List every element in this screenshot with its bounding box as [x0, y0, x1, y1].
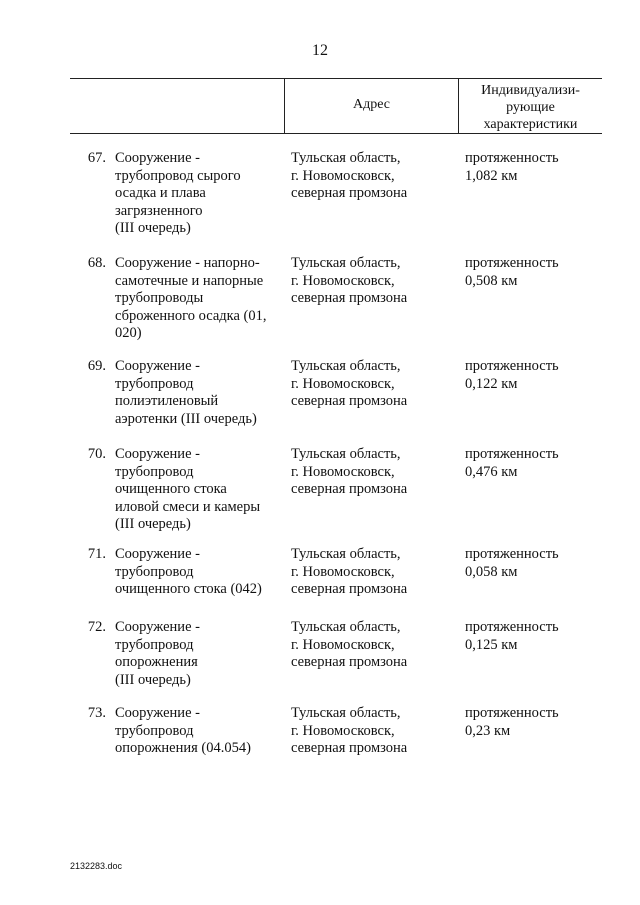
row-name-line: полиэтиленовый — [115, 393, 219, 410]
row-name-line: (III очередь) — [115, 220, 191, 237]
row-characteristics-line: 0,508 км — [465, 272, 518, 289]
row-number: 72. — [87, 619, 106, 635]
row-address-line: северная промзона — [291, 481, 408, 498]
row-characteristics-line: 0,476 км — [465, 463, 518, 480]
row-name-line: (III очередь) — [115, 516, 191, 533]
row-characteristics-line: 0,23 км — [465, 722, 511, 739]
row-name-line: Сооружение - напорно- — [115, 255, 260, 271]
row-address-line: г. Новомосковск, — [291, 272, 395, 289]
row-name-line: опорожнения — [115, 654, 198, 671]
row-name-line: загрязненного — [115, 202, 203, 219]
row-name-line: Сооружение - — [115, 705, 200, 721]
row-characteristics-line: протяженность — [465, 358, 559, 374]
row-address — [291, 619, 461, 672]
header-characteristics-line: рующие — [506, 100, 555, 115]
row-address-line: Тульская область, — [291, 619, 401, 635]
row-number: 73. — [87, 705, 106, 721]
page-number: 12 — [312, 42, 328, 59]
row-address-line: Тульская область, — [291, 546, 401, 562]
row-name-line: (III очередь) — [115, 671, 191, 688]
row-characteristics-line: протяженность — [465, 619, 559, 635]
row-address-line: г. Новомосковск, — [291, 375, 395, 392]
row-address-line: Тульская область, — [291, 255, 401, 271]
row-characteristics-line: 0,058 км — [465, 563, 518, 580]
row-name — [115, 546, 285, 599]
row-characteristics — [465, 619, 605, 654]
row-characteristics-line: 0,122 км — [465, 375, 518, 392]
row-address-line: г. Новомосковск, — [291, 563, 395, 580]
row-name-line: Сооружение - — [115, 150, 200, 166]
row-characteristics-line: протяженность — [465, 255, 559, 271]
row-characteristics-line: 0,125 км — [465, 636, 518, 653]
row-name — [115, 705, 285, 758]
row-address-line: г. Новомосковск, — [291, 722, 395, 739]
header-characteristics-line: Индивидуализи- — [481, 83, 580, 98]
row-name-line: очищенного стока — [115, 481, 227, 498]
row-address-line: северная промзона — [291, 654, 408, 671]
row-name — [115, 446, 285, 534]
row-name-line: 020) — [115, 325, 142, 342]
row-name-line: трубопровод — [115, 375, 194, 392]
row-name-line: осадка и плава — [115, 185, 206, 202]
row-address-line: г. Новомосковск, — [291, 636, 395, 653]
row-address-line: Тульская область, — [291, 150, 401, 166]
row-name — [115, 150, 285, 238]
row-address — [291, 255, 461, 308]
row-number: 67. — [87, 150, 106, 166]
row-address-line: северная промзона — [291, 581, 408, 598]
row-address — [291, 705, 461, 758]
row-name — [115, 619, 285, 689]
row-name-line: трубопровод — [115, 463, 194, 480]
row-name-line: Сооружение - — [115, 546, 200, 562]
row-number: 68. — [87, 255, 106, 271]
row-address — [291, 150, 461, 203]
row-characteristics — [465, 705, 605, 740]
row-name-line: очищенного стока (042) — [115, 581, 262, 598]
row-name-line: трубопровод — [115, 636, 194, 653]
row-characteristics — [465, 255, 605, 290]
row-characteristics-line: протяженность — [465, 546, 559, 562]
row-address-line: г. Новомосковск, — [291, 463, 395, 480]
row-name-line: опорожнения (04.054) — [115, 740, 251, 757]
row-characteristics-line: протяженность — [465, 446, 559, 462]
row-address-line: Тульская область, — [291, 446, 401, 462]
row-characteristics-line: протяженность — [465, 705, 559, 721]
header-characteristics-line: характеристики — [483, 117, 578, 132]
row-address-line: Тульская область, — [291, 705, 401, 721]
row-name-line: Сооружение - — [115, 446, 200, 462]
row-address — [291, 358, 461, 411]
row-address-line: северная промзона — [291, 185, 408, 202]
row-number: 69. — [87, 358, 106, 374]
row-name-line: самотечные и напорные — [115, 272, 264, 289]
row-name-line: трубопровод — [115, 722, 194, 739]
row-name-line: сброженного осадка (01, — [115, 307, 267, 324]
row-address-line: г. Новомосковск, — [291, 167, 395, 184]
row-address-line: Тульская область, — [291, 358, 401, 374]
header-address: Адрес — [352, 97, 390, 112]
document-filename: 2132283.doc — [70, 861, 123, 871]
row-characteristics — [465, 546, 605, 581]
row-name-line: аэротенки (III очередь) — [115, 410, 257, 427]
row-characteristics-line: 1,082 км — [465, 167, 518, 184]
row-name-line: Сооружение - — [115, 358, 200, 374]
row-address-line: северная промзона — [291, 290, 408, 307]
row-address — [291, 546, 461, 599]
row-characteristics — [465, 358, 605, 393]
row-address — [291, 446, 461, 499]
row-name — [115, 255, 285, 343]
row-characteristics-line: протяженность — [465, 150, 559, 166]
row-characteristics — [465, 446, 605, 481]
row-number: 70. — [87, 446, 106, 462]
row-address-line: северная промзона — [291, 740, 408, 757]
row-name-line: трубопровод сырого — [115, 167, 241, 184]
row-name-line: иловой смеси и камеры — [115, 498, 261, 515]
row-number: 71. — [87, 546, 106, 562]
row-name-line: Сооружение - — [115, 619, 200, 635]
row-characteristics — [465, 150, 605, 185]
row-name — [115, 358, 285, 428]
row-name-line: трубопроводы — [115, 290, 204, 307]
row-name-line: трубопровод — [115, 563, 194, 580]
row-address-line: северная промзона — [291, 393, 408, 410]
